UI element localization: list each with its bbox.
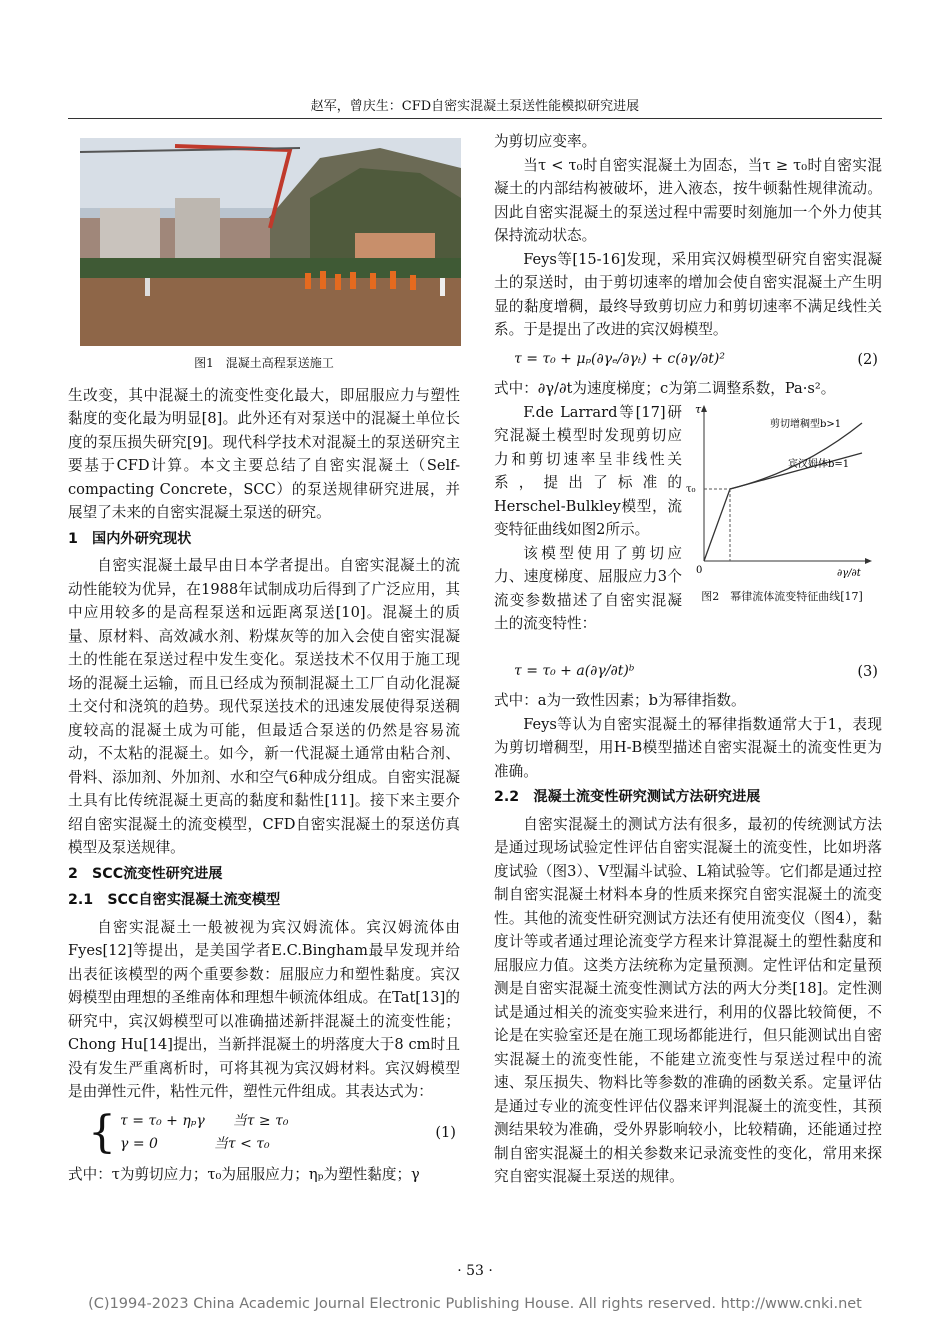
equation-number: (3) (857, 662, 878, 680)
figure-2-chart (682, 401, 872, 579)
curve-label-mid: 宾汉姆体b=1 (788, 458, 850, 470)
figure-2-caption: 图2 幂律流体流变特征曲线[17] (701, 589, 863, 603)
y-axis-label: τ (695, 402, 702, 416)
origin-label: 0 (696, 564, 703, 576)
paragraph: 该模型使用了剪切应力、速度梯度、屈服应力3个流变参数描述了自密实混凝土的流变特性： (494, 544, 682, 632)
subsection-heading: 2.2 混凝土流变性研究测试方法研究进展 (494, 789, 761, 805)
equation-3 (494, 660, 882, 684)
paragraph: 式中：∂γ/∂t为速度梯度；c为第二调整系数，Pa·s²。 (494, 380, 836, 397)
paragraph: 自密实混凝土的测试方法有很多，最初的传统测试方法是通过现场试验定性评估自密实混凝土的流变性，比如坍落度试验（图3）、V型漏斗试验、L箱试验等。它们都是通过控制自密实混凝土材料本身的性质来探究自密实混凝土的流变性。其他的流变性研究测试方法还有使用流变仪（图4），黏度计等或者通过理论流变学方程来计算混凝土的塑性黏度和屈服应力值。这类方法统称为定量预测。定性评估和定量预测是自密实混凝土流变性测试方法的两大分类[18]。定性测试是通过相关的流变实验来进行，利用的仪器比较简便，不论是在实验室还是在施工现场都能进行，但只能测试出自密实混凝土的流变性能，不能建立流变性与泵送过程中的流速、泵压损失、物料比等参数的准确的函数关系。定量评估是通过专业的流变性评估仪器来评判混凝土的流变性，其预测结果较为准确，受外界影响较小，比较精确，还能通过控制自密实混凝土的相关参数来记录流变性的变化，常用来探究自密实混凝土泵送的规律。 (494, 815, 882, 1185)
paragraph: Feys等认为自密实混凝土的幂律指数通常大于1，表现为剪切增稠型，用H-B模型描述自密实混凝土的流变性更为准确。 (494, 715, 882, 780)
equation-text: τ = τ₀ + a(∂γ/∂t)ᵇ (514, 662, 635, 679)
equation-text: τ = τ₀ + μₚ(∂γₑ/∂γₜ) + c(∂γ/∂t)² (514, 350, 725, 367)
paragraph: F.de Larrard等[17]研究混凝土模型时发现剪切应力和剪切速率呈非线性关系，提出了标准的Herschel-Bulkley模型，流变特征曲线如图2所示。 (494, 403, 682, 538)
paragraph: 自密实混凝土最早由日本学者提出。自密实混凝土的流动性能较为优异，在1988年试制成功后得到了广泛应用，其中应用较多的是高程泵送和远距离泵送[10]。混凝土的质量、原材料、高效减水剂、粉煤灰等的加入会使自密实混凝土的性能在泵送过程中发生变化。泵送技术不仅用于施工现场的混凝土运输，而且已经成为预制混凝土工厂自动化混凝土交付和浇筑的趋势。现代泵送技术的迅速发展使得泵送稠度较高的混凝土成为可能，但最适合泵送的仍然是容易流动，不太粘的混凝土。如今，新一代混凝土通常由粘合剂、骨料、添加剂、外加剂、水和空气6种成分组成。自密实混凝土具有比传统混凝土更高的黏度和黏性[11]。接下来主要介绍自密实混凝土的流变模型，CFD自密实混凝土的泵送仿真模型及泵送规律。 (68, 557, 460, 856)
figure-2 (682, 401, 882, 617)
figure-1-photo (80, 138, 461, 346)
right-column (494, 130, 882, 1189)
subsection-heading: 2.1 SCC自密实混凝土流变模型 (68, 892, 281, 908)
section-heading: 1 国内外研究现状 (68, 530, 192, 547)
paragraph: 生改变，其中混凝土的流变性变化最大，即屈服应力与塑性黏度的变化最为明显[8]。此外还有对泵送中的混凝土单位长度的泵压损失研究[9]。现代科学技术对混凝土的泵送研究主要基于CFD计算。本文主要总结了自密实混凝土（Self-compacting Concrete，SCC）的泵送规律研究进展，并展望了未来的自密实混凝土泵送的研究。 (68, 386, 460, 521)
paragraph: Feys等[15-16]发现，采用宾汉姆模型研究自密实混凝土的泵送时，由于剪切速率的增加会使自密实混凝土产生明显的黏度增稠，最终导致剪切应力和剪切速率不满足线性关系。于是提出了改进的宾汉姆模型。 (494, 250, 882, 338)
x-axis-label: ∂γ/∂t (837, 567, 861, 579)
figure-2-block (494, 401, 882, 636)
header-rule (68, 118, 882, 119)
paragraph: 式中：τ为剪切应力；τ₀为屈服应力；ηₚ为塑性黏度；γ (68, 1165, 420, 1183)
figure-1-caption: 图1 混凝土高程泵送施工 (194, 356, 334, 370)
equation-1 (68, 1107, 460, 1158)
paragraph: 为剪切应变率。 (494, 133, 597, 150)
running-header: 赵军，曾庆生：CFD自密实混凝土泵送性能模拟研究进展 (310, 99, 640, 114)
paragraph: 当τ < τ₀时自密实混凝土为固态，当τ ≥ τ₀时自密实混凝土的内部结构被破坏，进入液态，按牛顿黏性规律流动。因此自密实混凝土的泵送过程中需要时刻施加一个外力使其保持流动状态。 (494, 156, 882, 244)
paragraph: 式中：a为一致性因素；b为幂律指数。 (494, 692, 746, 709)
equation-line: τ = τ₀ + ηₚγ 当τ ≥ τ₀ (120, 1112, 289, 1129)
y0-label: τ₀ (686, 483, 696, 495)
curve-label-top: 剪切增稠型b>1 (770, 418, 842, 430)
brace-symbol: { (88, 1107, 116, 1158)
left-column (68, 130, 460, 1186)
paragraph: 自密实混凝土一般被视为宾汉姆流体。宾汉姆流体由Fyes[12]等提出，是美国学者E.C.Bingham最早发现并给出表征该模型的两个重要参数：屈服应力和塑性黏度。宾汉姆模型由理想的圣维南体和理想牛顿流体组成。在Tat[13]的研究中，宾汉姆模型可以准确描述新拌混凝土的流变性能；Chong Hu[14]提出，当新拌混凝土的坍落度大于8 cm时且没有发生严重离析时，可将其视为宾汉姆材料。宾汉姆模型是由弹性元件，粘性元件，塑性元件组成。其表达式为： (68, 918, 460, 1100)
equation-2 (494, 348, 882, 372)
section-heading: 2 SCC流变性研究进展 (68, 865, 223, 882)
equation-line: γ = 0 当τ < τ₀ (120, 1136, 270, 1152)
page-number: · 53 · (457, 1263, 493, 1279)
equation-number: (2) (857, 350, 878, 368)
copyright-footer: (C)1994-2023 China Academic Journal Electronic Publishing House. All rights reserved. http://www.cnki.net (88, 1296, 862, 1312)
equation-number: (1) (435, 1124, 456, 1142)
